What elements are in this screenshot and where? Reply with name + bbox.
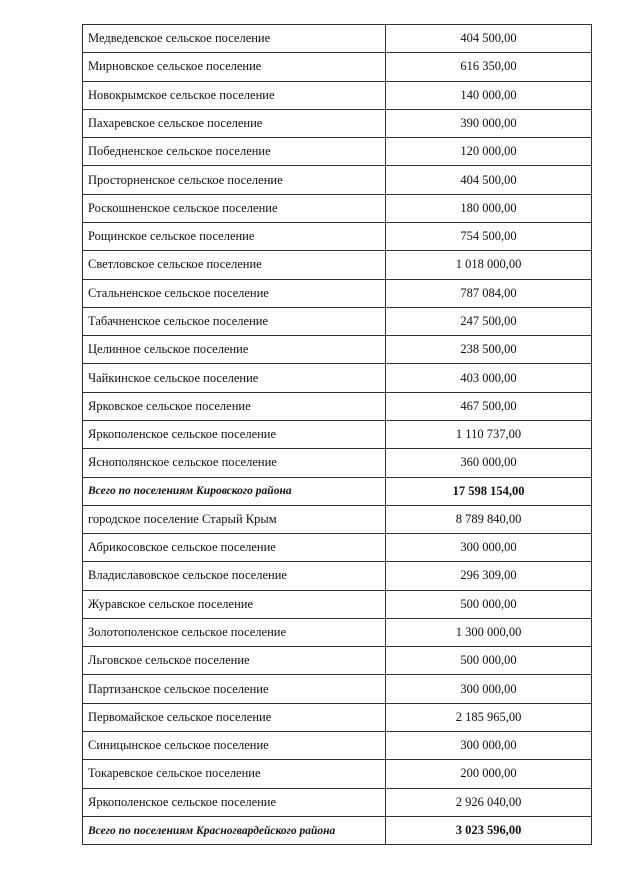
settlement-name-cell: Пахаревское сельское поселение <box>83 109 386 137</box>
amount-cell: 2 926 040,00 <box>386 788 592 816</box>
table-row <box>83 505 592 533</box>
amount-cell: 404 500,00 <box>386 25 592 53</box>
table-row <box>83 25 592 53</box>
table-row <box>83 138 592 166</box>
amount-cell: 140 000,00 <box>386 81 592 109</box>
table-row <box>83 222 592 250</box>
settlement-name-cell: Синицынское сельское поселение <box>83 732 386 760</box>
amount-cell: 300 000,00 <box>386 732 592 760</box>
settlement-name-cell: Медведевское сельское поселение <box>83 25 386 53</box>
amount-cell: 200 000,00 <box>386 760 592 788</box>
settlement-name-cell: Новокрымское сельское поселение <box>83 81 386 109</box>
settlement-name-cell: Табачненское сельское поселение <box>83 307 386 335</box>
table-row <box>83 392 592 420</box>
amount-cell: 1 300 000,00 <box>386 618 592 646</box>
amount-cell: 390 000,00 <box>386 109 592 137</box>
amount-cell: 2 185 965,00 <box>386 703 592 731</box>
settlement-name-cell: Яркополенское сельское поселение <box>83 420 386 448</box>
settlement-name-cell: Владиславовское сельское поселение <box>83 562 386 590</box>
settlement-name-cell: Просторненское сельское поселение <box>83 166 386 194</box>
table-row <box>83 251 592 279</box>
table-row <box>83 562 592 590</box>
settlement-name-cell: Яркополенское сельское поселение <box>83 788 386 816</box>
table-row <box>83 166 592 194</box>
settlement-name-cell: Чайкинское сельское поселение <box>83 364 386 392</box>
table-row <box>83 81 592 109</box>
settlement-name-cell: Первомайское сельское поселение <box>83 703 386 731</box>
amount-cell: 404 500,00 <box>386 166 592 194</box>
table-row <box>83 194 592 222</box>
amount-cell: 754 500,00 <box>386 222 592 250</box>
table-row <box>83 760 592 788</box>
settlement-name-cell: Всего по поселениям Красногвардейского района <box>83 816 386 844</box>
amount-cell: 238 500,00 <box>386 336 592 364</box>
settlement-name-cell: Партизанское сельское поселение <box>83 675 386 703</box>
settlement-name-cell: Стальненское сельское поселение <box>83 279 386 307</box>
settlement-name-cell: Светловское сельское поселение <box>83 251 386 279</box>
settlement-name-cell: Победненское сельское поселение <box>83 138 386 166</box>
table-row <box>83 109 592 137</box>
total-row <box>83 477 592 505</box>
amount-cell: 180 000,00 <box>386 194 592 222</box>
table-row <box>83 534 592 562</box>
table-row <box>83 590 592 618</box>
table-row <box>83 703 592 731</box>
amount-cell: 467 500,00 <box>386 392 592 420</box>
settlement-name-cell: Журавское сельское поселение <box>83 590 386 618</box>
table-row <box>83 420 592 448</box>
settlements-table <box>82 24 592 845</box>
amount-cell: 500 000,00 <box>386 590 592 618</box>
amount-cell: 300 000,00 <box>386 534 592 562</box>
amount-cell: 3 023 596,00 <box>386 816 592 844</box>
amount-cell: 616 350,00 <box>386 53 592 81</box>
total-row <box>83 816 592 844</box>
amount-cell: 360 000,00 <box>386 449 592 477</box>
amount-cell: 17 598 154,00 <box>386 477 592 505</box>
amount-cell: 500 000,00 <box>386 647 592 675</box>
table-row <box>83 307 592 335</box>
table-row <box>83 449 592 477</box>
table-row <box>83 336 592 364</box>
settlement-name-cell: городское поселение Старый Крым <box>83 505 386 533</box>
settlement-name-cell: Мирновское сельское поселение <box>83 53 386 81</box>
table-row <box>83 647 592 675</box>
amount-cell: 300 000,00 <box>386 675 592 703</box>
settlement-name-cell: Роскошненское сельское поселение <box>83 194 386 222</box>
settlement-name-cell: Рощинское сельское поселение <box>83 222 386 250</box>
amount-cell: 247 500,00 <box>386 307 592 335</box>
amount-cell: 120 000,00 <box>386 138 592 166</box>
settlement-name-cell: Абрикосовское сельское поселение <box>83 534 386 562</box>
amount-cell: 787 084,00 <box>386 279 592 307</box>
table-row <box>83 53 592 81</box>
table-row <box>83 732 592 760</box>
table-row <box>83 364 592 392</box>
table-row <box>83 618 592 646</box>
table-row <box>83 279 592 307</box>
amount-cell: 1 110 737,00 <box>386 420 592 448</box>
table-row <box>83 675 592 703</box>
amount-cell: 8 789 840,00 <box>386 505 592 533</box>
amount-cell: 403 000,00 <box>386 364 592 392</box>
settlement-name-cell: Всего по поселениям Кировского района <box>83 477 386 505</box>
amount-cell: 1 018 000,00 <box>386 251 592 279</box>
settlement-name-cell: Токаревское сельское поселение <box>83 760 386 788</box>
settlement-name-cell: Золотополенское сельское поселение <box>83 618 386 646</box>
table-row <box>83 788 592 816</box>
settlement-name-cell: Льговское сельское поселение <box>83 647 386 675</box>
settlements-table-body <box>83 25 592 845</box>
settlement-name-cell: Ярковское сельское поселение <box>83 392 386 420</box>
amount-cell: 296 309,00 <box>386 562 592 590</box>
settlement-name-cell: Целинное сельское поселение <box>83 336 386 364</box>
settlement-name-cell: Яснополянское сельское поселение <box>83 449 386 477</box>
